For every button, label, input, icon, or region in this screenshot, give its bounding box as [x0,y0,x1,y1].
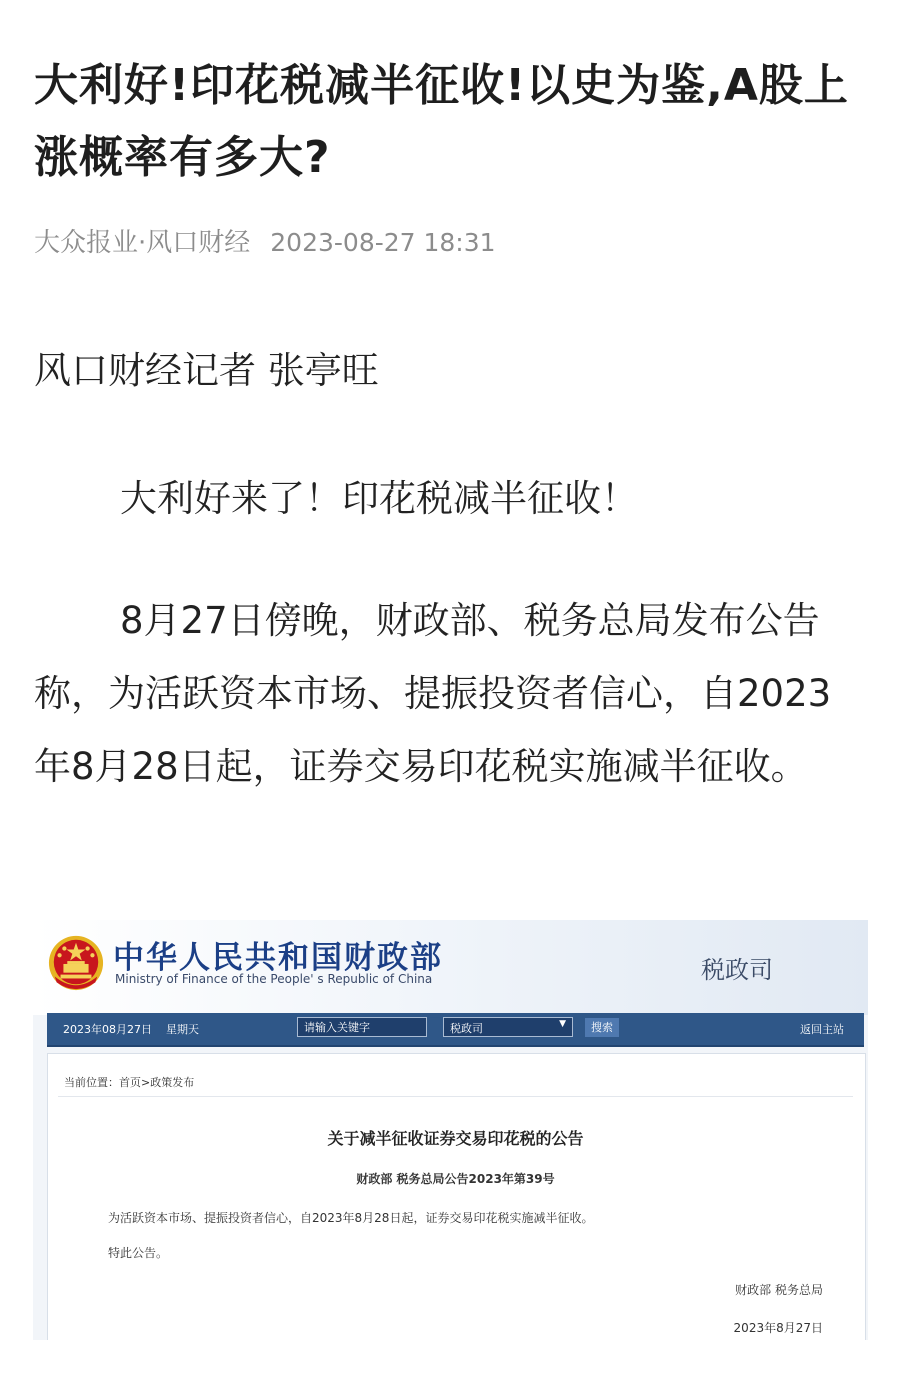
announcement-date: 2023年8月27日 [733,1321,823,1335]
nav-date: 2023年08月27日 [63,1023,152,1036]
announcement-number: 财政部 税务总局公告2023年第39号 [356,1172,555,1186]
article-date: 2023-08-27 18:31 [270,228,496,257]
site-navbar [47,1013,864,1047]
national-emblem-icon [47,934,105,992]
announcement-body: 为活跃资本市场、提振投资者信心，自2023年8月28日起，证券交易印花税实施减半征收。 [108,1211,594,1225]
announcement-title: 关于减半征收证券交易印花税的公告 [327,1129,584,1148]
announcement-panel [47,1053,866,1340]
ministry-name-cn: 中华人民共和国财政部 [113,940,443,976]
department-name: 税政司 [701,956,773,984]
search-input[interactable] [297,1017,427,1037]
chevron-down-icon: ▼ [559,1019,566,1029]
ministry-name-en: Ministry of Finance of the People' s Republic of China [115,972,433,986]
article-meta [34,222,496,259]
article-title: 大利好!印花税减半征收!以史为鉴,A股上涨概率有多大? [34,60,849,183]
breadcrumb[interactable]: 当前位置：首页>政策发布 [64,1076,195,1089]
nav-date-block [63,1021,199,1037]
announcement-closing: 特此公告。 [108,1246,169,1260]
embedded-announcement-screenshot[interactable] [33,920,868,1340]
nav-weekday: 星期天 [166,1023,199,1036]
search-scope-value: 税政司 [450,1022,483,1035]
search-scope-select[interactable] [443,1017,573,1037]
divider [58,1096,853,1097]
return-home-link[interactable]: 返回主站 [800,1023,844,1036]
announcement-signer: 财政部 税务总局 [735,1283,823,1297]
article-paragraph: 8月27日傍晚，财政部、税务总局发布公告称，为活跃资本市场、提振投资者信心，自2023年8月28日起，证券交易印花税实施减半征收。 [34,599,832,788]
ministry-header [33,920,868,1015]
article-byline: 风口财经记者 张亭旺 [34,349,379,392]
article-lead: 大利好来了！印花税减半征收！ [120,477,638,520]
search-button[interactable]: 搜索 [585,1018,619,1037]
article-source[interactable]: 大众报业·风口财经 [34,228,251,258]
